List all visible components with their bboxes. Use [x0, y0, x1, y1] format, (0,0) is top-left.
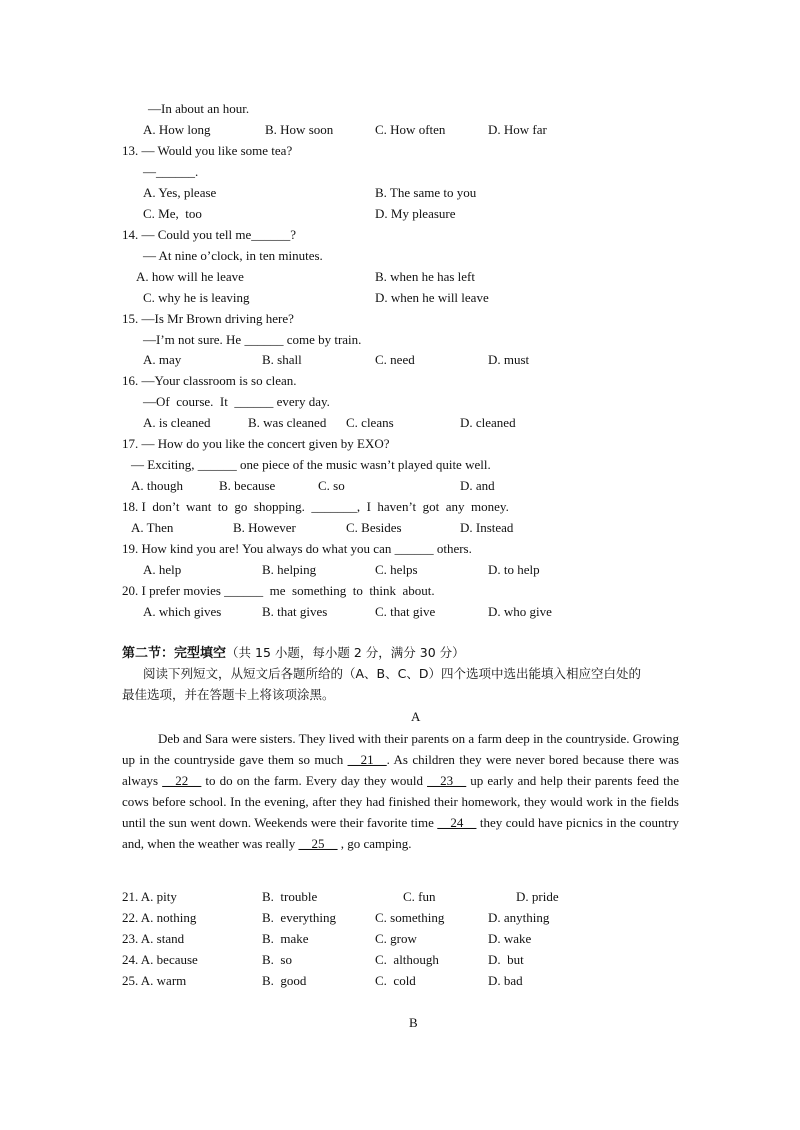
blank-23: __23__ [427, 773, 467, 788]
line-q21-d: D. pride [516, 889, 559, 904]
line-q20-a: A. which gives [143, 604, 222, 619]
line-q17-b: B. because [219, 478, 276, 493]
blank-21: __21__ [347, 752, 387, 767]
line-q15-c: C. need [375, 352, 415, 367]
line-q22-a: 22. A. nothing [122, 910, 197, 925]
line-q24-c: C. although [375, 952, 439, 967]
line-q24-a: 24. A. because [122, 952, 198, 967]
line-q13-a: A. Yes, please [143, 185, 217, 200]
line-q12-answer: —In about an hour. [148, 101, 250, 116]
line-q22-b: B. everything [262, 910, 337, 925]
line-q23-b: B. make [262, 931, 309, 946]
line-q21-b: B. trouble [262, 889, 318, 904]
line-q16-a: A. is cleaned [143, 415, 211, 430]
line-passage-b-label: B [409, 1015, 418, 1030]
line-q25-d: D. bad [488, 973, 523, 988]
line-q15-d: D. must [488, 352, 530, 367]
line-q14-c: C. why he is leaving [143, 290, 250, 305]
line-q13-d: D. My pleasure [375, 206, 456, 221]
line-q14-b: B. when he has left [375, 269, 476, 284]
line-q21-c: C. fun [403, 889, 436, 904]
line-q20-d: D. who give [488, 604, 552, 619]
line-q19-b: B. helping [262, 562, 317, 577]
line-q20-c: C. that give [375, 604, 436, 619]
line-q13-c: C. Me, too [143, 206, 202, 221]
passage-a-seg4: up early and help their parents feed the cows before school. In the evening, after they had finished their homework, they would work in the fields until the sun went down. Weekends were their favorite time [122, 773, 679, 830]
line-q12-d: D. How far [488, 122, 547, 137]
passage-a-seg6: , go camping. [337, 836, 412, 851]
passage-a-seg3: to do on the farm. Every day they would [201, 773, 428, 788]
line-q17-d: D. and [460, 478, 495, 493]
line-q17-c: C. so [318, 478, 345, 493]
line-q16-b: B. was cleaned [248, 415, 327, 430]
line-q24-b: B. so [262, 952, 292, 967]
line-q17: 17. — How do you like the concert given by EXO? [122, 436, 390, 451]
line-q15-b: B. shall [262, 352, 302, 367]
section2-heading: 第二节：完型填空（共 15 小题，每小题 2 分，满分 30 分） [122, 645, 465, 661]
passage-a-seg2: . As children they were never bored because there was always [122, 752, 679, 788]
line-q21-opts-a: 21. A. pity [122, 889, 177, 904]
line-q18: 18. I don’t want to go shopping. _______, I haven’t got any money. [122, 499, 509, 514]
line-q12-b: B. How soon [265, 122, 334, 137]
line-q20: 20. I prefer movies ______ me something to think about. [122, 583, 435, 598]
line-q25-a: 25. A. warm [122, 973, 187, 988]
section2-heading-note: （共 15 小题，每小题 2 分，满分 30 分） [226, 645, 465, 660]
line-q14: 14. — Could you tell me______? [122, 227, 297, 242]
line-q18-b: B. However [233, 520, 296, 535]
line-q18-c: C. Besides [346, 520, 402, 535]
line-q13: 13. — Would you like some tea? [122, 143, 293, 158]
blank-22: __22__ [162, 773, 202, 788]
passage-a-label: A [411, 709, 421, 724]
line-q18-a: A. Then [131, 520, 174, 535]
line-q16-c: C. cleans [346, 415, 394, 430]
line-q15-reply: —I’m not sure. He ______ come by train. [143, 332, 362, 347]
line-q23-a: 23. A. stand [122, 931, 185, 946]
blank-25: __25__ [298, 836, 338, 851]
line-q19-a: A. help [143, 562, 182, 577]
line-q22-c: C. something [375, 910, 445, 925]
line-q19-d: D. to help [488, 562, 540, 577]
line-q23-c: C. grow [375, 931, 417, 946]
line-q19-c: C. helps [375, 562, 418, 577]
blank-24: __24__ [437, 815, 477, 830]
line-q16-reply: —Of course. It ______ every day. [143, 394, 330, 409]
line-q25-b: B. good [262, 973, 307, 988]
line-q20-b: B. that gives [262, 604, 328, 619]
section2-instructions-line2: 最佳选项，并在答题卡上将该项涂黑。 [122, 687, 335, 702]
line-q16: 16. —Your classroom is so clean. [122, 373, 297, 388]
line-q17-reply: — Exciting, ______ one piece of the music wasn’t played quite well. [131, 457, 491, 472]
line-q14-d: D. when he will leave [375, 290, 489, 305]
line-q13-b: B. The same to you [375, 185, 477, 200]
line-q14-a: A. how will he leave [136, 269, 244, 284]
line-q13-reply: —______. [143, 164, 199, 179]
passage-a-seg1: Deb and Sara were sisters. They lived with their parents on a farm deep in the countryside. Growing up in the countryside gave them so much [122, 731, 679, 767]
line-q24-d: D. but [488, 952, 524, 967]
line-q15: 15. —Is Mr Brown driving here? [122, 311, 294, 326]
section2-instructions-line1: 阅读下列短文，从短文后各题所给的（A、B、C、D）四个选项中选出能填入相应空白处的 [143, 666, 641, 681]
passage-a-seg5: they could have picnics in the country and, when the weather was really [122, 815, 680, 851]
passage-a-text [122, 728, 679, 854]
line-q22-d: D. anything [488, 910, 550, 925]
line-q18-d: D. Instead [460, 520, 514, 535]
line-q15-a: A. may [143, 352, 182, 367]
line-q23-d: D. wake [488, 931, 532, 946]
line-q14-reply: — At nine o’clock, in ten minutes. [143, 248, 323, 263]
line-q12-c: C. How often [375, 122, 446, 137]
line-q16-d: D. cleaned [460, 415, 516, 430]
line-q19: 19. How kind you are! You always do what you can ______ others. [122, 541, 472, 556]
line-q12-a: A. How long [143, 122, 211, 137]
line-q25-c: C. cold [375, 973, 416, 988]
line-q17-a: A. though [131, 478, 183, 493]
